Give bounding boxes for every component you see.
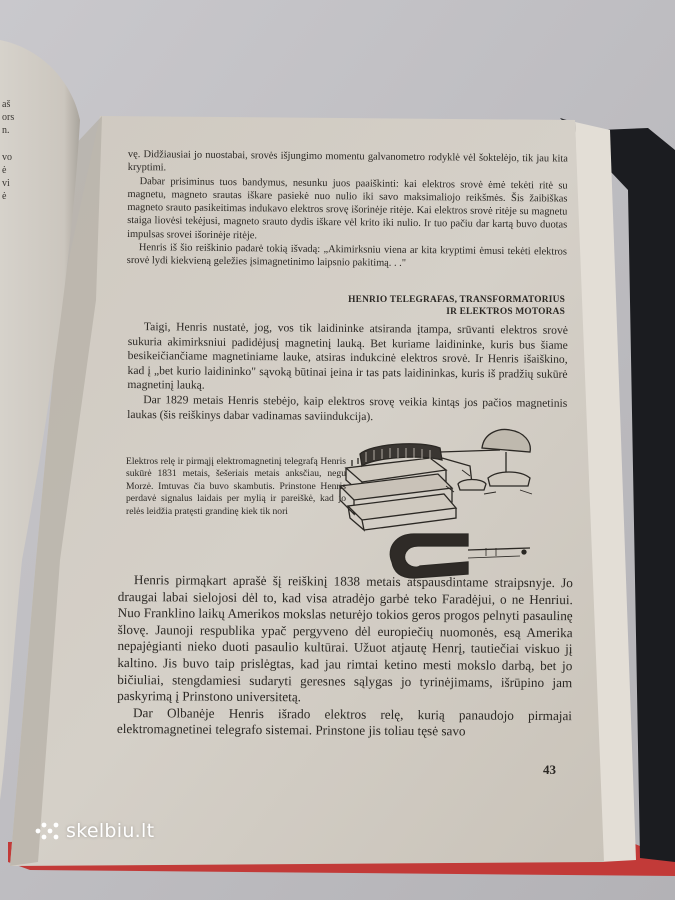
left-fragment: ors	[2, 112, 15, 123]
left-fragment: vi	[2, 178, 10, 189]
watermark	[34, 820, 154, 842]
left-fragment: ė	[2, 165, 7, 176]
bottom-paragraphs	[117, 572, 573, 741]
left-fragment: n.	[2, 125, 10, 136]
middle-paragraphs	[127, 320, 568, 426]
dots-logo-icon	[34, 821, 60, 841]
section-heading	[300, 294, 565, 318]
left-fragment: vo	[2, 152, 12, 163]
paragraph: Dabar prisiminus tuos bandymus, nesunku juos paaiškinti: kai elektros srovė ėmė tekėti ritė su magnetu, magneto srautas iškare pasiekė nuo nulio iki savo maksimaliojo reikšmės. Šis žaibiškas magneto srauto pasikeitimas indukavo elektros srovę išorinėje ritėje. Kai elektros srovė ritėje su magnetu staiga liovėsi tekėjusi, magneto srauto dydis iškare vėl krito iki nulio. Ir tuo pačiu dar kartą buvo duotas impulsas srovei išorinėje ritėje.	[127, 175, 568, 242]
paragraph: vę. Didžiausiai jo nuostabai, srovės išjungimo momentu galvanometro rodyklė vėl šoktelėjo, tik jau kita kryptimi.	[127, 148, 568, 174]
paragraph: Henris iš šio reiškinio padarė tokią išvadą: „Akimirksniu viena ar kita kryptimi ėmusi tekėti elektros srovė lydi kiekvieną geležies įsimagnetinimo laipsnio pakitimą. . ."	[126, 242, 567, 270]
illustration-caption: Elektros relę ir pirmąjį elektromagnetinį telegrafą Henris sukūrė 1831 metais, šešeriais metais anksčiau, negu Morzė. Imtuvas čia buvo skambutis. Prinstone Henris perdavė signalus laidais per mylią ir pareiškė, kad jo relės leidžia pratęsti grandinę kiek tik nori	[126, 456, 346, 517]
page-number: 43	[543, 762, 556, 777]
watermark-text: skelbiu.lt	[66, 820, 155, 842]
heading-line: HENRIO TELEGRAFAS, TRANSFORMATORIUS	[348, 295, 565, 305]
left-fragment: ė	[2, 191, 7, 202]
paragraph: Dar 1829 metais Henris stebėjo, kaip elektros srovę veikia kintąs jos pačios magnetinis laukas (šis reiškinys dabar vadinamas saviindukcija).	[127, 393, 568, 423]
paragraph: Taigi, Henris nustatė, jog, vos tik laidininke atsiranda įtampa, srūvanti elektros srovė sukuria akimirksniui padidėjusį magnetinį lauką. Bet kuriame laidininke, kuris bus šiame besikeičiančiame magnetiniame lauke, atsiras indukcinė elektros srovė. Ir Henris išaiškino, kad į „bet kurio laidininko" sąvoką būtinai įeina ir tas pats laidininkas, kuris iš pradžių sukūrė magnetinį lauką.	[127, 320, 568, 393]
heading-line: IR ELEKTROS MOTORAS	[446, 307, 565, 317]
left-page-text-fragments	[2, 98, 16, 203]
left-fragment: aš	[2, 99, 11, 110]
paragraph: Henris pirmąkart aprašė šį reiškinį 1838 metais atspausdintame straipsnyje. Jo draugai labai sielojosi dėl to, kad visa atradėjo garbė teko Faradėjui, o ne Henriui. Nuo Franklino laikų Amerikos mokslas neturėjo tokios geros progos pelnyti pasaulinę šlovę. Jaunoji respublika ypač pergyveno dėl europiečių nuomonės, esą Amerika nepajėgianti nieko duoti pasaulio kultūrai. Užuot atjautę Henrį, tautiečiai viskuo jį kaltino. Jis buvo taip prislėgtas, kad jau rimtai ketino mesti mokslo darbą, bet jo bičiuliai, stengdamiesi sudaryti geresnes sąlygas jo tyrinėjimams, išrūpino jam paskyrimą į Prinstono universitetą.	[117, 572, 573, 705]
paragraph: Dar Olbanėje Henris išrado elektros relę, kurią panaudojo pirmajai elektromagnetinei telegrafo sistemai. Prinstone jis toliau tęsė savo	[116, 704, 573, 739]
top-paragraph	[127, 148, 568, 272]
